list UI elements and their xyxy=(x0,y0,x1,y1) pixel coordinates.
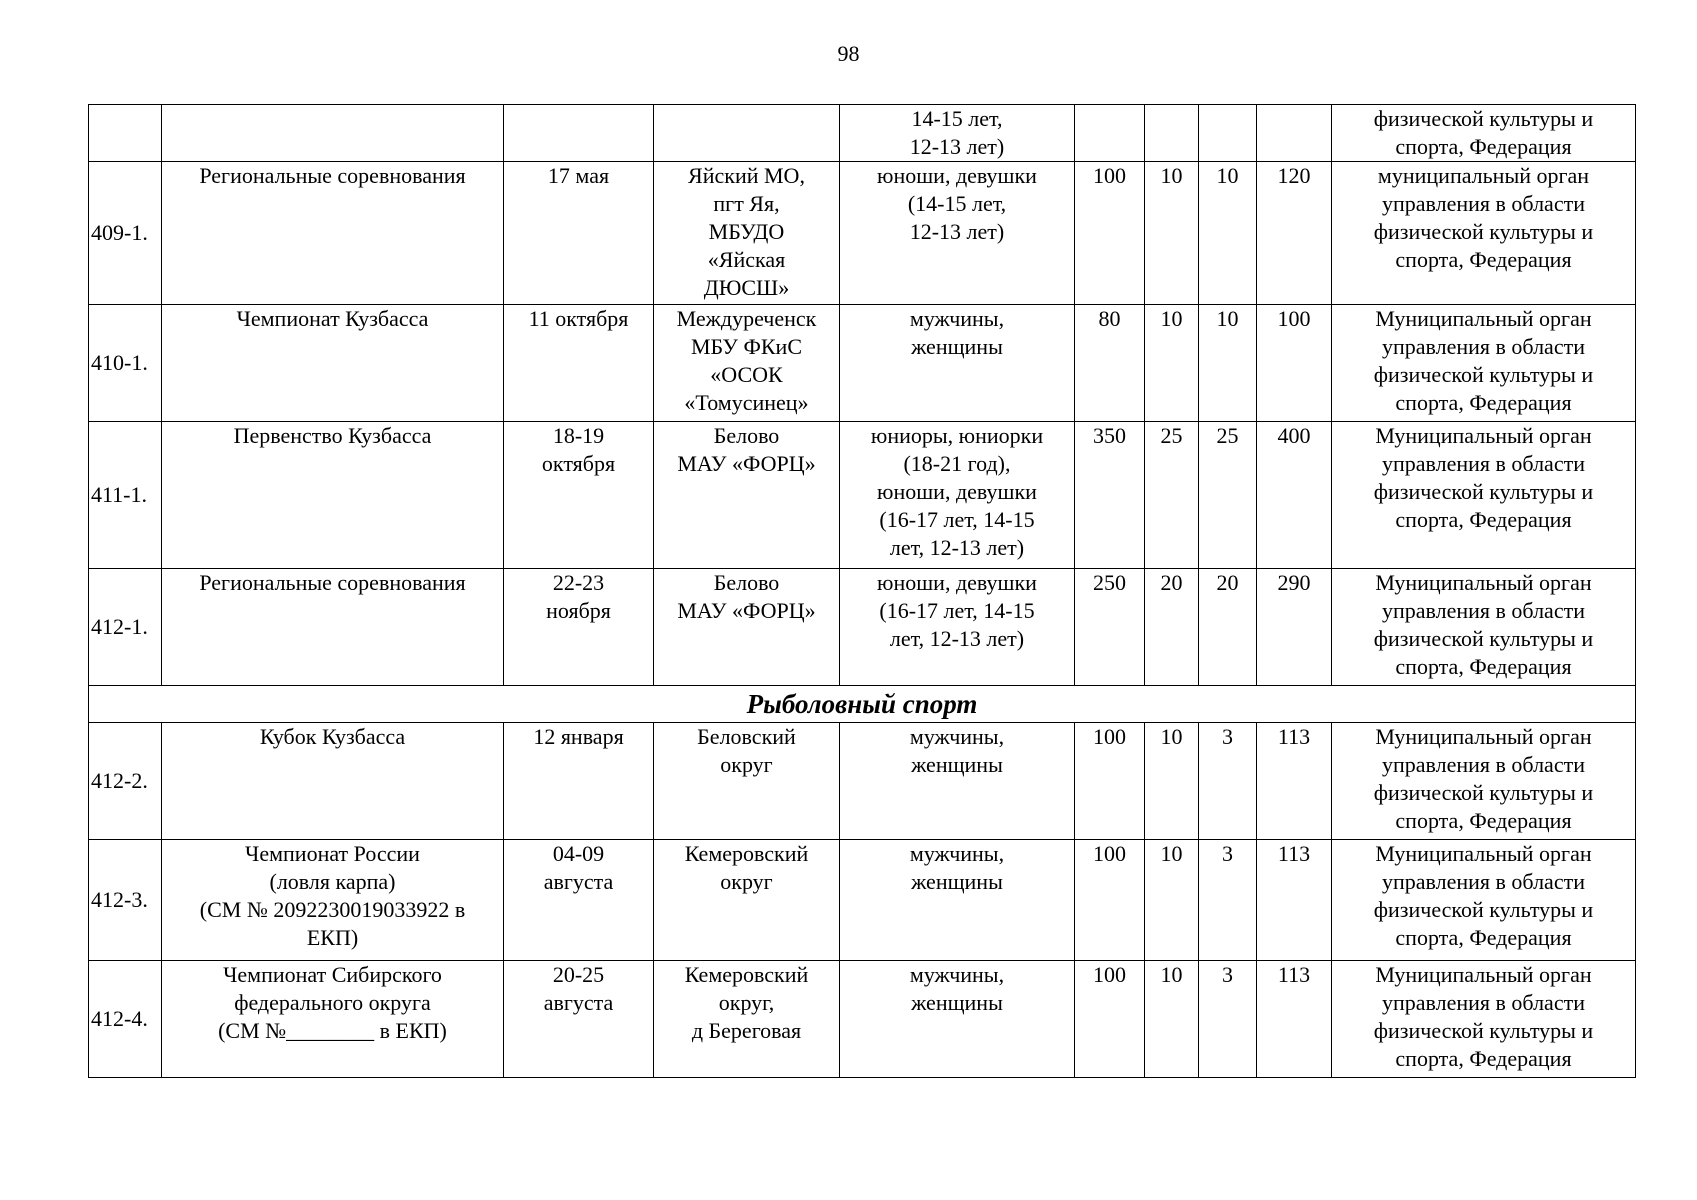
cell-count-2: 10 xyxy=(1145,840,1199,961)
table-row xyxy=(89,961,1636,1078)
cell-dates: 18-19 октября xyxy=(504,422,654,569)
cell-participants: юноши, девушки (16-17 лет, 14-15 лет, 12-13 лет) xyxy=(840,569,1075,686)
cell-count-3: 3 xyxy=(1199,961,1257,1078)
cell-place: Беловский округ xyxy=(654,723,840,840)
cell-dates: 11 октября xyxy=(504,305,654,422)
cell-organizer: Муниципальный орган управления в области физической культуры и спорта, Федерация xyxy=(1332,961,1636,1078)
cell-count-1: 100 xyxy=(1075,961,1145,1078)
cell-participants: 14-15 лет, 12-13 лет) xyxy=(840,105,1075,162)
cell-count-3 xyxy=(1199,105,1257,162)
cell-participants: мужчины, женщины xyxy=(840,961,1075,1078)
cell-count-3: 25 xyxy=(1199,422,1257,569)
cell-total: 113 xyxy=(1257,840,1332,961)
cell-organizer: Муниципальный орган управления в области физической культуры и спорта, Федерация xyxy=(1332,723,1636,840)
table-row xyxy=(89,105,1636,162)
cell-count-2: 10 xyxy=(1145,305,1199,422)
cell-organizer: Муниципальный орган управления в области физической культуры и спорта, Федерация xyxy=(1332,305,1636,422)
cell-count-1 xyxy=(1075,105,1145,162)
cell-event-name xyxy=(162,105,504,162)
cell-count-2: 10 xyxy=(1145,723,1199,840)
cell-participants: мужчины, женщины xyxy=(840,305,1075,422)
page-number: 98 xyxy=(837,41,860,66)
cell-organizer: Муниципальный орган управления в области физической культуры и спорта, Федерация xyxy=(1332,840,1636,961)
cell-number: 410-1. xyxy=(89,305,162,422)
cell-count-1: 80 xyxy=(1075,305,1145,422)
cell-count-3: 10 xyxy=(1199,162,1257,305)
cell-number: 412-4. xyxy=(89,961,162,1078)
cell-dates: 20-25 августа xyxy=(504,961,654,1078)
table-row xyxy=(89,569,1636,686)
cell-number xyxy=(89,105,162,162)
cell-count-3: 3 xyxy=(1199,723,1257,840)
table-row xyxy=(89,162,1636,305)
cell-count-1: 350 xyxy=(1075,422,1145,569)
cell-dates: 22-23 ноября xyxy=(504,569,654,686)
table-row xyxy=(89,723,1636,840)
cell-total: 400 xyxy=(1257,422,1332,569)
cell-number: 412-3. xyxy=(89,840,162,961)
cell-place: Кемеровский округ xyxy=(654,840,840,961)
cell-count-2 xyxy=(1145,105,1199,162)
cell-number: 409-1. xyxy=(89,162,162,305)
cell-organizer: Муниципальный орган управления в области физической культуры и спорта, Федерация xyxy=(1332,569,1636,686)
cell-dates: 17 мая xyxy=(504,162,654,305)
cell-event-name: Региональные соревнования xyxy=(162,162,504,305)
cell-total: 120 xyxy=(1257,162,1332,305)
cell-participants: юноши, девушки (14-15 лет, 12-13 лет) xyxy=(840,162,1075,305)
cell-event-name: Региональные соревнования xyxy=(162,569,504,686)
cell-total: 290 xyxy=(1257,569,1332,686)
table-body-top xyxy=(89,105,1636,1078)
cell-total: 113 xyxy=(1257,961,1332,1078)
cell-organizer: муниципальный орган управления в области физической культуры и спорта, Федерация xyxy=(1332,162,1636,305)
cell-total: 100 xyxy=(1257,305,1332,422)
cell-dates xyxy=(504,105,654,162)
cell-place xyxy=(654,105,840,162)
cell-organizer: Муниципальный орган управления в области физической культуры и спорта, Федерация xyxy=(1332,422,1636,569)
cell-participants: мужчины, женщины xyxy=(840,723,1075,840)
cell-total: 113 xyxy=(1257,723,1332,840)
cell-number: 411-1. xyxy=(89,422,162,569)
events-table xyxy=(88,104,1636,1078)
cell-dates: 04-09 августа xyxy=(504,840,654,961)
cell-count-2: 10 xyxy=(1145,961,1199,1078)
cell-count-1: 100 xyxy=(1075,162,1145,305)
cell-number: 412-2. xyxy=(89,723,162,840)
cell-count-1: 250 xyxy=(1075,569,1145,686)
cell-count-3: 10 xyxy=(1199,305,1257,422)
cell-count-2: 20 xyxy=(1145,569,1199,686)
cell-organizer: физической культуры и спорта, Федерация xyxy=(1332,105,1636,162)
cell-place: Яйский МО, пгт Яя, МБУДО «Яйская ДЮСШ» xyxy=(654,162,840,305)
cell-count-1: 100 xyxy=(1075,840,1145,961)
cell-event-name: Чемпионат Кузбасса xyxy=(162,305,504,422)
cell-total xyxy=(1257,105,1332,162)
cell-number: 412-1. xyxy=(89,569,162,686)
cell-count-2: 10 xyxy=(1145,162,1199,305)
cell-event-name: Первенство Кузбасса xyxy=(162,422,504,569)
cell-event-name: Чемпионат России (ловля карпа) (СМ № 2092230019033922 в ЕКП) xyxy=(162,840,504,961)
section-row xyxy=(89,686,1636,723)
cell-place: Междуреченск МБУ ФКиС «ОСОК «Томусинец» xyxy=(654,305,840,422)
cell-count-2: 25 xyxy=(1145,422,1199,569)
cell-count-3: 3 xyxy=(1199,840,1257,961)
cell-participants: мужчины, женщины xyxy=(840,840,1075,961)
cell-place: Белово МАУ «ФОРЦ» xyxy=(654,422,840,569)
cell-dates: 12 января xyxy=(504,723,654,840)
cell-count-1: 100 xyxy=(1075,723,1145,840)
cell-place: Белово МАУ «ФОРЦ» xyxy=(654,569,840,686)
cell-place: Кемеровский округ, д Береговая xyxy=(654,961,840,1078)
table-row xyxy=(89,422,1636,569)
cell-participants: юниоры, юниорки (18-21 год), юноши, девушки (16-17 лет, 14-15 лет, 12-13 лет) xyxy=(840,422,1075,569)
table-row xyxy=(89,305,1636,422)
section-title: Рыболовный спорт xyxy=(89,686,1636,723)
table-row xyxy=(89,840,1636,961)
cell-event-name: Кубок Кузбасса xyxy=(162,723,504,840)
cell-count-3: 20 xyxy=(1199,569,1257,686)
cell-event-name: Чемпионат Сибирского федерального округа (СМ №________ в ЕКП) xyxy=(162,961,504,1078)
